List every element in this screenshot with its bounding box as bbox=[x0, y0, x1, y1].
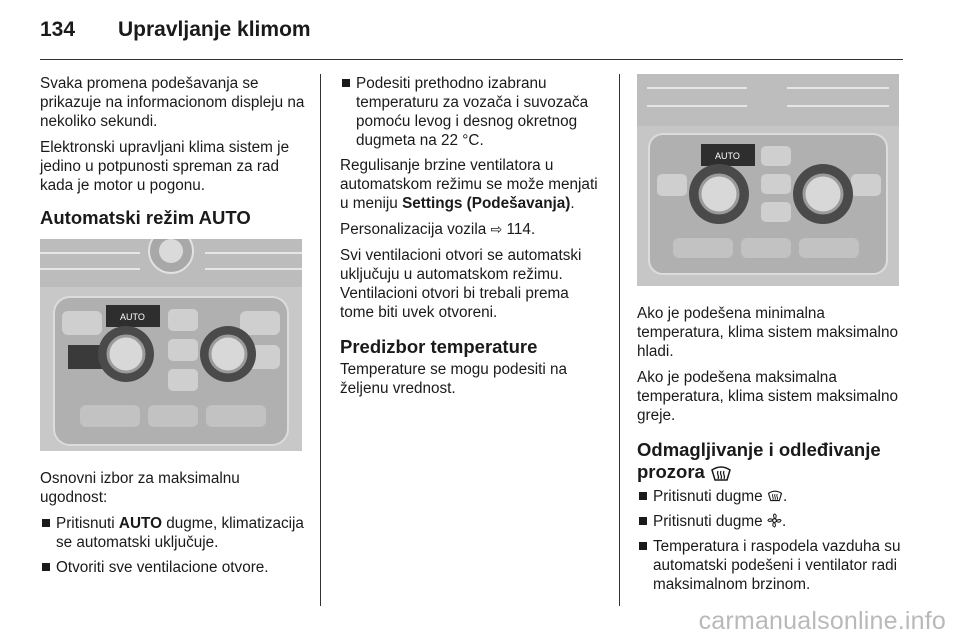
column-2 bbox=[340, 74, 602, 405]
reference-arrow-icon: ⇨ bbox=[490, 221, 503, 237]
column-divider-left bbox=[320, 74, 321, 606]
paragraph: Personalizacija vozila ⇨ 114. bbox=[340, 221, 536, 238]
column-1 bbox=[40, 74, 308, 583]
bullet-list bbox=[637, 487, 907, 594]
paragraph: Osnovni izbor za maksimalnu ugodnost: bbox=[40, 470, 240, 506]
windscreen-defrost-icon bbox=[710, 464, 732, 482]
paragraph: Temperature se mogu podesiti na željenu vrednost. bbox=[340, 361, 568, 397]
column-3 bbox=[637, 74, 907, 600]
bullet-list bbox=[40, 514, 308, 577]
list-item: Podesiti prethodno izabranu temperaturu za vozača i suvozača pomoću levog i desnog okretnog dugmeta na 22 °C. bbox=[340, 74, 602, 150]
list-item: Otvoriti sve ventilacione otvore. bbox=[40, 558, 308, 577]
watermark: carmanualsonline.info bbox=[698, 607, 946, 635]
header-rule bbox=[40, 59, 903, 60]
paragraph: Regulisanje brzine ventilatora u automatskom režimu se može menjati u meniju Settings (Podešavanja). bbox=[340, 157, 598, 212]
list-item: Pritisnuti dugme . bbox=[637, 487, 907, 506]
section-heading-defrost: Odmagljivanje i odleđivanje prozora bbox=[637, 439, 881, 482]
paragraph: Elektronski upravljani klima sistem je jedino u potpunosti spreman za rad kada je motor u pogonu. bbox=[40, 139, 290, 194]
auto-button-label: AUTO bbox=[120, 312, 145, 322]
page-number: 134 bbox=[40, 18, 76, 41]
bullet-list bbox=[340, 74, 602, 150]
page-title: Upravljanje klimom bbox=[118, 18, 311, 41]
settings-menu-ref: Settings (Podešavanja) bbox=[402, 195, 571, 212]
list-item: Pritisnuti AUTO dugme, klimatizacija se automatski uključuje. bbox=[40, 514, 308, 552]
paragraph: Svi ventilacioni otvori se automatski uključuju u automatskom režimu. Ventilacioni otvori bi trebali prema tome biti uvek otvoreni. bbox=[340, 247, 582, 321]
section-heading-auto: Automatski režim AUTO bbox=[40, 207, 251, 228]
list-item: Pritisnuti dugme . bbox=[637, 512, 907, 531]
climate-panel-illustration bbox=[40, 239, 302, 451]
windscreen-defrost-icon bbox=[767, 489, 783, 502]
paragraph: Ako je podešena maksimalna temperatura, klima sistem maksimalno greje. bbox=[637, 369, 898, 424]
fan-icon bbox=[767, 513, 782, 528]
column-divider-right bbox=[619, 74, 620, 606]
paragraph: Ako je podešena minimalna temperatura, klima sistem maksimalno hladi. bbox=[637, 305, 898, 360]
list-item: Temperatura i raspodela vazduha su automatski podešeni i ventilator radi maksimalnom brzinom. bbox=[637, 537, 907, 594]
paragraph: Svaka promena podešavanja se prikazuje na informacionom displeju na nekoliko sekundi. bbox=[40, 75, 305, 130]
climate-panel-illustration-closeup bbox=[637, 74, 899, 286]
section-heading-temperature: Predizbor temperature bbox=[340, 336, 538, 357]
auto-button-ref: AUTO bbox=[118, 515, 162, 532]
page-reference[interactable]: 114 bbox=[506, 221, 531, 238]
auto-button-label: AUTO bbox=[715, 151, 740, 161]
